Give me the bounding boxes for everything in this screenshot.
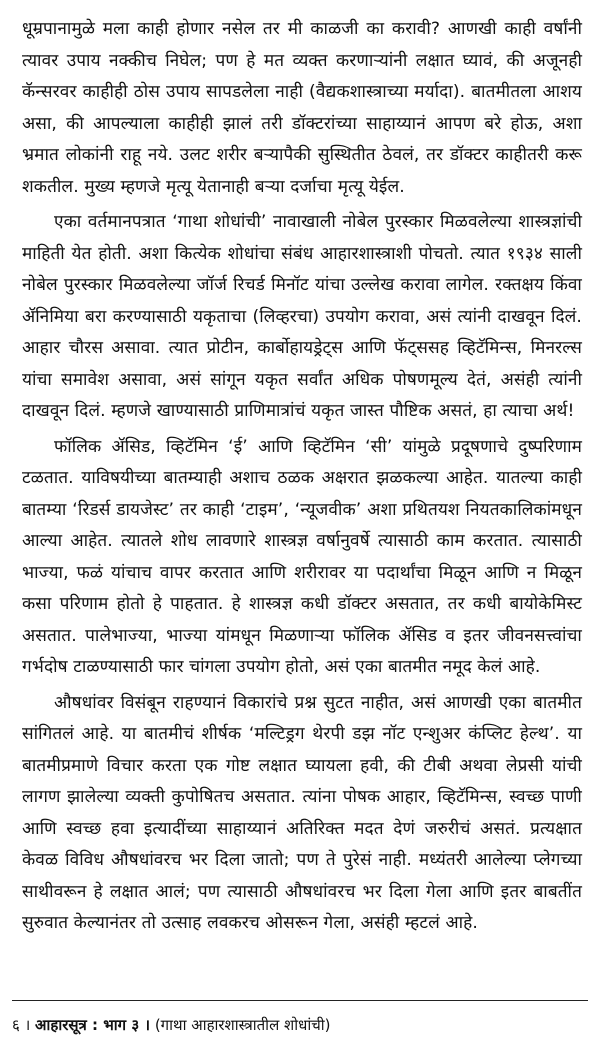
book-subtitle: (गाथा आहारशास्त्रातील शोधांची) [154, 1016, 331, 1034]
footer-divider [12, 1000, 588, 1001]
paragraph-folic-acid: फॉलिक ॲसिड, व्हिटॅमिन ‘ई’ आणि व्हिटॅमिन ‘सी’ यांमुळे प्रदूषणाचे दुष्परिणाम टळतात. याविषयीच्या बातम्याही अशाच ठळक अक्षरात झळकल्या आहेत. यातल्या काही बातम्या ‘रिडर्स डायजेस्ट’ तर काही ‘टाइम’, ‘न्यूजवीक’ अशा प्रथितयश नियतकालिकांमधून आल्या आहेत. त्यातले शोध लावणारे शास्त्रज्ञ वर्षानुवर्षे त्यासाठी काम करतात. त्यासाठी भाज्या, फळं यांचाच वापर करतात आणि शरीरावर या पदार्थांचा मिळून आणि न मिळून कसा परिणाम होतो हे पाहतात. हे शास्त्रज्ञ कधी डॉक्टर असतात, तर कधी बायोकेमिस्ट असतात. पालेभाज्या, भाज्या यांमधून मिळणाऱ्या फॉलिक ॲसिड व इतर जीवनसत्त्वांचा गर्भदोष टाळण्यासाठी फार चांगला उपयोग होतो, असं एका बातमीत नमूद केलं आहे. [22, 436, 582, 677]
book-series-title: आहारसूत्र : भाग ३ । [35, 1016, 151, 1034]
page-footer [12, 1014, 588, 1036]
paragraph-smoking-cancer: धूम्रपानामुळे मला काही होणार नसेल तर मी काळजी का करावी? आणखी काही वर्षांनी त्यावर उपाय नक्कीच निघेल; पण हे मत व्यक्त करणाऱ्यांनी लक्षात घ्यावं, की अजूनही कॅन्सरवर काहीही ठोस उपाय सापडलेला नाही (वैद्यकशास्त्राच्या मर्यादा). बातमीतला आशय असा, की आपल्याला काहीही झालं तरी डॉक्टरांच्या साहाय्यानं आपण बरे होऊ, अशा भ्रमात लोकांनी राहू नये. उलट शरीर बऱ्यापैकी सुस्थितीत ठेवलं, तर डॉक्टर काहीतरी करू शकतील. मुख्य म्हणजे मृत्यू येतानाही बऱ्या दर्जाचा मृत्यू येईल. [22, 19, 582, 197]
page-number: ६ । [12, 1016, 31, 1034]
paragraph-nobel-research: एका वर्तमानपत्रात ‘गाथा शोधांची’ नावाखाली नोबेल पुरस्कार मिळवलेल्या शास्त्रज्ञांची माहिती येत होती. अशा कित्येक शोधांचा संबंध आहारशास्त्राशी पोचतो. त्यात १९३४ साली नोबेल पुरस्कार मिळवलेल्या जॉर्ज रिचर्ड मिनॉट यांचा उल्लेख करावा लागेल. रक्तक्षय किंवा ॲनिमिया बरा करण्यासाठी यकृताचा (लिव्हरचा) उपयोग करावा, असं त्यांनी दाखवून दिलं. आहार चौरस असावा. त्यात प्रोटीन, कार्बोहायड्रेट्स आणि फॅट्ससह व्हिटॅमिन्स, मिनरल्स यांचा समावेश असावा, असं सांगून यकृत सर्वांत अधिक पोषणमूल्य देतं, असंही त्यांनी दाखवून दिलं. म्हणजे खाण्यासाठी प्राणिमात्रांचं यकृत जास्त पौष्टिक असतं, हा त्याचा अर्थ! [22, 212, 582, 421]
document-body [22, 14, 582, 944]
paragraph-multidrug-therapy: औषधांवर विसंबून राहण्यानं विकारांचे प्रश्न सुटत नाहीत, असं आणखी एका बातमीत सांगितलं आहे. या बातमीचं शीर्षक ‘मल्टिड्रग थेरपी डझ नॉट एन्शुअर कंप्लिट हेल्थ’. या बातमीप्रमाणे विचार करता एक गोष्ट लक्षात घ्यायला हवी, की टीबी अथवा लेप्रसी यांची लागण झालेल्या व्यक्ती कुपोषितच असतात. त्यांना पोषक आहार, व्हिटॅमिन्स, स्वच्छ पाणी आणि स्वच्छ हवा इत्यादींच्या साहाय्यानं अतिरिक्त मदत देणं जरुरीचं असतं. प्रत्यक्षात केवळ विविध औषधांवरच भर दिला जातो; पण ते पुरेसं नाही. मध्यंतरी आलेल्या प्लेगच्या साथीवरून हे लक्षात आलं; पण त्यासाठी औषधांवरच भर दिला गेला आणि इतर बाबतींत सुरुवात केल्यानंतर तो उत्साह लवकरच ओसरून गेला, असंही म्हटलं आहे. [22, 692, 582, 933]
